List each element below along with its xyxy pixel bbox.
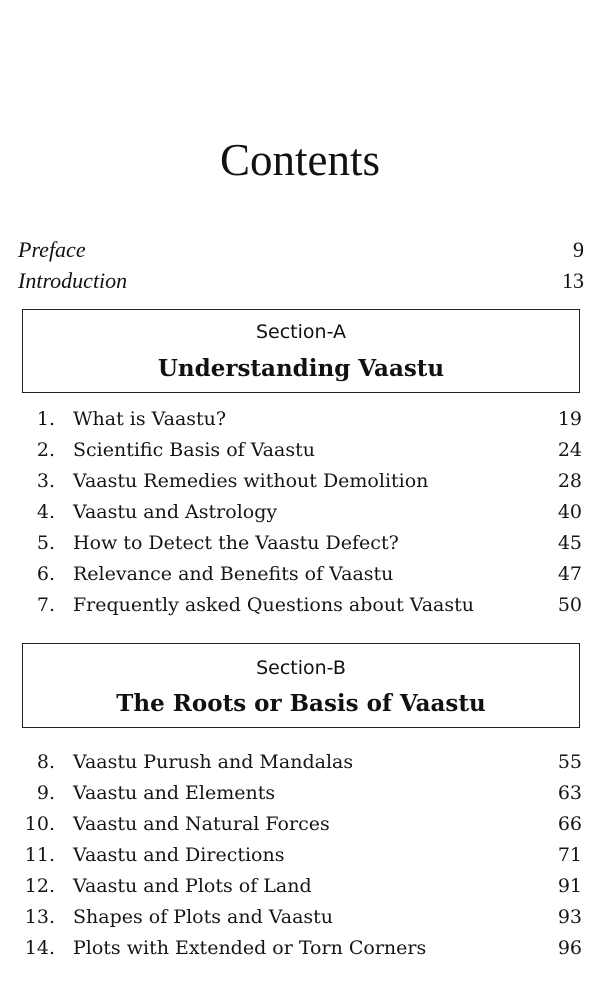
chapter-entry bbox=[0, 435, 600, 466]
chapter-number: 9. bbox=[36, 782, 55, 804]
chapter-entry bbox=[0, 871, 600, 902]
chapter-number: 4. bbox=[36, 501, 55, 523]
front-matter-label: Preface bbox=[18, 237, 86, 262]
chapter-entry bbox=[0, 590, 600, 621]
chapter-page: 47 bbox=[557, 563, 582, 585]
chapter-page: 93 bbox=[557, 906, 582, 928]
chapter-number: 7. bbox=[36, 594, 55, 616]
chapter-entry bbox=[0, 404, 600, 435]
chapter-title: Vaastu Remedies without Demolition bbox=[73, 470, 429, 492]
chapter-page: 71 bbox=[557, 844, 582, 866]
chapter-page: 24 bbox=[557, 439, 582, 461]
chapter-page: 28 bbox=[557, 470, 582, 492]
page-title: Contents bbox=[219, 135, 380, 185]
chapter-page: 63 bbox=[557, 782, 582, 804]
chapter-entry bbox=[0, 933, 600, 964]
front-matter-preface bbox=[18, 236, 584, 264]
chapter-entry bbox=[0, 778, 600, 809]
section-a-chapter-list bbox=[0, 404, 600, 621]
chapter-number: 2. bbox=[36, 439, 55, 461]
section-heading: Understanding Vaastu bbox=[157, 355, 445, 382]
chapter-number: 10. bbox=[24, 813, 55, 835]
chapter-page: 50 bbox=[557, 594, 582, 616]
section-b-box bbox=[22, 643, 580, 728]
section-b-chapter-list bbox=[0, 747, 600, 964]
chapter-page: 66 bbox=[557, 813, 582, 835]
front-matter-page: 13 bbox=[562, 268, 584, 293]
section-label: Section-A bbox=[255, 321, 347, 343]
chapter-entry bbox=[0, 559, 600, 590]
chapter-title: Plots with Extended or Torn Corners bbox=[73, 937, 427, 959]
chapter-title: Vaastu and Natural Forces bbox=[73, 813, 330, 835]
chapter-title: Scientific Basis of Vaastu bbox=[73, 439, 315, 461]
chapter-title: Shapes of Plots and Vaastu bbox=[73, 906, 334, 928]
chapter-title: Vaastu and Astrology bbox=[73, 501, 278, 523]
chapter-number: 1. bbox=[36, 408, 55, 430]
chapter-entry bbox=[0, 840, 600, 871]
section-label: Section-B bbox=[256, 657, 346, 679]
chapter-entry bbox=[0, 902, 600, 933]
chapter-number: 11. bbox=[24, 844, 55, 866]
chapter-title: Vaastu and Directions bbox=[73, 844, 285, 866]
section-heading: The Roots or Basis of Vaastu bbox=[116, 690, 486, 717]
chapter-number: 5. bbox=[36, 532, 55, 554]
chapter-number: 3. bbox=[36, 470, 55, 492]
chapter-title: What is Vaastu? bbox=[73, 408, 227, 430]
chapter-page: 45 bbox=[557, 532, 582, 554]
chapter-entry bbox=[0, 466, 600, 497]
front-matter-page: 9 bbox=[573, 237, 584, 262]
chapter-title: Vaastu and Elements bbox=[73, 782, 276, 804]
front-matter-label: Introduction bbox=[18, 268, 128, 293]
chapter-number: 12. bbox=[24, 875, 55, 897]
chapter-entry bbox=[0, 809, 600, 840]
chapter-entry bbox=[0, 747, 600, 778]
chapter-page: 55 bbox=[557, 751, 582, 773]
chapter-number: 8. bbox=[36, 751, 55, 773]
chapter-entry bbox=[0, 497, 600, 528]
chapter-entry bbox=[0, 528, 600, 559]
chapter-title: How to Detect the Vaastu Defect? bbox=[73, 532, 399, 554]
chapter-number: 13. bbox=[24, 906, 55, 928]
front-matter-introduction bbox=[18, 267, 584, 295]
chapter-page: 91 bbox=[557, 875, 582, 897]
chapter-page: 40 bbox=[557, 501, 582, 523]
chapter-number: 6. bbox=[36, 563, 55, 585]
chapter-number: 14. bbox=[24, 937, 55, 959]
chapter-title: Frequently asked Questions about Vaastu bbox=[73, 594, 474, 616]
chapter-page: 96 bbox=[557, 937, 582, 959]
section-a-box bbox=[22, 309, 580, 393]
chapter-title: Vaastu and Plots of Land bbox=[73, 875, 312, 897]
chapter-page: 19 bbox=[557, 408, 582, 430]
chapter-title: Relevance and Benefits of Vaastu bbox=[73, 563, 394, 585]
chapter-title: Vaastu Purush and Mandalas bbox=[73, 751, 354, 773]
